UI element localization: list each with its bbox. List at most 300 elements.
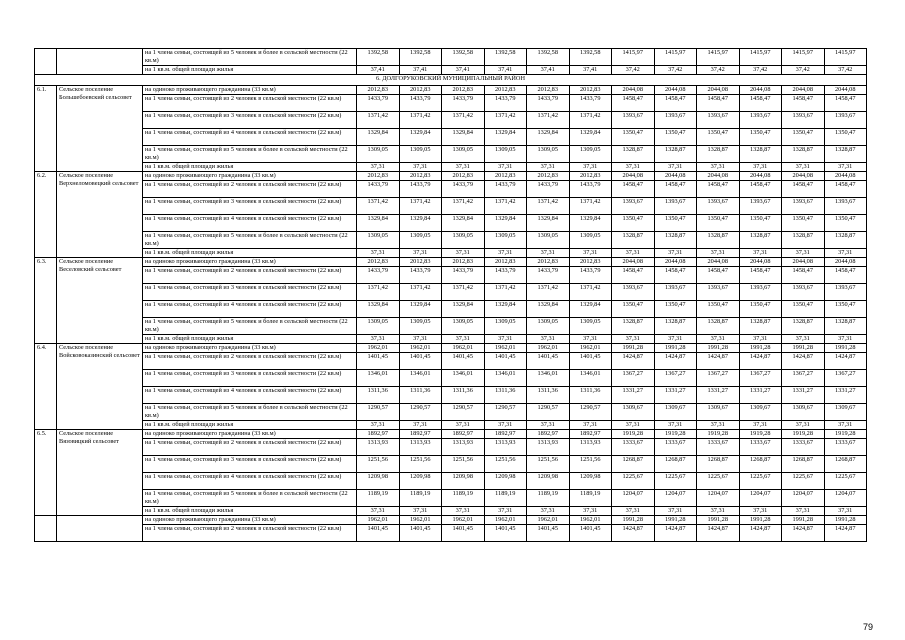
value-cell: 1328,87 [739, 232, 782, 249]
value-cell: 37,31 [612, 421, 655, 430]
value-cell: 1393,67 [654, 198, 697, 215]
indicator-label: на одиноко проживающего гражданина (33 кв.м) [143, 258, 357, 267]
value-cell: 1328,87 [824, 232, 867, 249]
table-row [35, 163, 867, 172]
indicator-label: на 1 члена семьи, состоящей из 2 человек в сельской местности (22 кв.м) [143, 439, 357, 456]
value-cell: 2044,08 [739, 172, 782, 181]
value-cell: 37,31 [782, 335, 825, 344]
value-cell: 37,31 [824, 335, 867, 344]
value-cell: 1433,79 [399, 181, 442, 198]
value-cell: 1309,05 [442, 318, 485, 335]
value-cell: 1313,93 [484, 439, 527, 456]
value-cell: 1313,93 [527, 439, 570, 456]
table-row [35, 507, 867, 516]
value-cell: 1991,28 [654, 516, 697, 525]
value-cell: 37,41 [399, 66, 442, 75]
value-cell: 1309,05 [484, 232, 527, 249]
value-cell: 1415,97 [739, 49, 782, 66]
value-cell: 1268,87 [782, 456, 825, 473]
value-cell: 1309,05 [399, 146, 442, 163]
value-cell: 37,42 [654, 66, 697, 75]
value-cell: 1350,47 [739, 301, 782, 318]
value-cell: 37,31 [569, 335, 612, 344]
value-cell: 1991,28 [824, 344, 867, 353]
value-cell: 37,42 [782, 66, 825, 75]
value-cell: 1328,87 [612, 232, 655, 249]
value-cell: 37,31 [484, 163, 527, 172]
value-cell: 1329,84 [442, 301, 485, 318]
value-cell: 1393,67 [824, 284, 867, 301]
value-cell: 1892,97 [399, 430, 442, 439]
value-cell: 1401,45 [484, 525, 527, 542]
table-row [35, 404, 867, 421]
value-cell: 1209,98 [527, 473, 570, 490]
value-cell: 1393,67 [739, 112, 782, 129]
value-cell: 37,41 [357, 66, 400, 75]
value-cell: 1290,57 [357, 404, 400, 421]
value-cell: 1962,01 [399, 344, 442, 353]
value-cell: 1309,05 [569, 318, 612, 335]
value-cell: 2044,08 [697, 258, 740, 267]
value-cell: 1225,67 [824, 473, 867, 490]
value-cell: 1328,87 [824, 318, 867, 335]
value-cell: 1329,84 [399, 215, 442, 232]
value-cell: 1331,27 [612, 387, 655, 404]
indicator-label: на 1 члена семьи, состоящей из 5 человек и более в сельской местности (22 кв.м) [143, 232, 357, 249]
table-row [35, 387, 867, 404]
value-cell: 37,31 [697, 421, 740, 430]
value-cell: 1268,87 [739, 456, 782, 473]
value-cell: 1225,67 [739, 473, 782, 490]
value-cell: 1392,58 [569, 49, 612, 66]
value-cell: 1919,28 [697, 430, 740, 439]
value-cell: 1328,87 [654, 146, 697, 163]
table-row [35, 198, 867, 215]
table-row [35, 301, 867, 318]
value-cell: 1290,57 [569, 404, 612, 421]
value-cell: 1346,01 [569, 370, 612, 387]
value-cell: 2012,83 [569, 86, 612, 95]
value-cell: 1458,47 [612, 95, 655, 112]
value-cell: 1433,79 [569, 181, 612, 198]
value-cell: 37,42 [824, 66, 867, 75]
value-cell: 37,31 [697, 163, 740, 172]
value-cell: 1424,87 [697, 525, 740, 542]
value-cell: 1189,19 [527, 490, 570, 507]
value-cell: 2044,08 [739, 86, 782, 95]
settlement-index: 6.1. [35, 86, 57, 172]
value-cell: 1892,97 [442, 430, 485, 439]
value-cell: 1331,27 [654, 387, 697, 404]
value-cell: 2012,83 [357, 258, 400, 267]
indicator-label: на одиноко проживающего гражданина (33 кв.м) [143, 430, 357, 439]
value-cell: 1433,79 [442, 95, 485, 112]
value-cell: 37,31 [697, 507, 740, 516]
value-cell: 1424,87 [824, 525, 867, 542]
value-cell: 1329,84 [399, 129, 442, 146]
value-cell: 1919,28 [824, 430, 867, 439]
value-cell: 1371,42 [527, 284, 570, 301]
table-row [35, 516, 867, 525]
value-cell: 37,31 [399, 335, 442, 344]
value-cell: 2012,83 [399, 258, 442, 267]
value-cell: 2044,08 [739, 258, 782, 267]
value-cell: 1433,79 [527, 267, 570, 284]
value-cell: 2012,83 [442, 172, 485, 181]
value-cell: 1393,67 [824, 198, 867, 215]
value-cell: 2012,83 [569, 258, 612, 267]
value-cell: 1350,47 [612, 215, 655, 232]
settlement-name: Сельское поселение Вязовицкий сельсовет [57, 430, 143, 516]
value-cell: 1401,45 [442, 525, 485, 542]
value-cell: 1350,47 [654, 301, 697, 318]
value-cell: 1251,56 [484, 456, 527, 473]
value-cell: 1309,05 [399, 318, 442, 335]
value-cell: 1309,05 [527, 232, 570, 249]
value-cell: 37,41 [569, 66, 612, 75]
value-cell: 1209,98 [484, 473, 527, 490]
value-cell: 1333,67 [782, 439, 825, 456]
value-cell: 1251,56 [527, 456, 570, 473]
value-cell: 1433,79 [442, 181, 485, 198]
table-row [35, 267, 867, 284]
value-cell: 1991,28 [612, 344, 655, 353]
table-row [35, 66, 867, 75]
value-cell: 1209,98 [357, 473, 400, 490]
settlement-index [35, 516, 57, 542]
value-cell: 1458,47 [654, 95, 697, 112]
value-cell: 1328,87 [697, 146, 740, 163]
value-cell: 1371,42 [399, 198, 442, 215]
value-cell: 1309,05 [442, 232, 485, 249]
value-cell: 37,31 [569, 421, 612, 430]
value-cell: 37,31 [782, 421, 825, 430]
value-cell: 1189,19 [569, 490, 612, 507]
value-cell: 1371,42 [569, 284, 612, 301]
value-cell: 37,31 [697, 335, 740, 344]
value-cell: 1251,56 [399, 456, 442, 473]
value-cell: 37,31 [654, 163, 697, 172]
value-cell: 1371,42 [484, 198, 527, 215]
value-cell: 1401,45 [527, 525, 570, 542]
value-cell: 1892,97 [527, 430, 570, 439]
value-cell: 1333,67 [824, 439, 867, 456]
value-cell: 1350,47 [782, 129, 825, 146]
value-cell: 37,31 [612, 249, 655, 258]
value-cell: 1991,28 [697, 344, 740, 353]
table-row [35, 473, 867, 490]
value-cell: 1204,07 [612, 490, 655, 507]
value-cell: 37,31 [569, 507, 612, 516]
value-cell: 1328,87 [782, 146, 825, 163]
value-cell: 1309,67 [654, 404, 697, 421]
value-cell: 1328,87 [654, 318, 697, 335]
value-cell: 1393,67 [782, 198, 825, 215]
value-cell: 1367,27 [612, 370, 655, 387]
value-cell: 37,31 [569, 249, 612, 258]
value-cell: 37,31 [484, 421, 527, 430]
value-cell: 2012,83 [484, 172, 527, 181]
value-cell: 1424,87 [654, 525, 697, 542]
value-cell: 1371,42 [484, 284, 527, 301]
indicator-label: на 1 члена семьи, состоящей из 3 человек в сельской местности (22 кв.м) [143, 198, 357, 215]
table-row [35, 181, 867, 198]
table-row [35, 86, 867, 95]
value-cell: 1189,19 [357, 490, 400, 507]
value-cell: 1350,47 [654, 215, 697, 232]
value-cell: 1892,97 [569, 430, 612, 439]
value-cell: 2044,08 [654, 172, 697, 181]
value-cell: 1401,45 [527, 353, 570, 370]
value-cell: 37,31 [612, 335, 655, 344]
value-cell: 1401,45 [569, 525, 612, 542]
value-cell: 1433,79 [357, 95, 400, 112]
value-cell: 1371,42 [357, 284, 400, 301]
table-row [35, 318, 867, 335]
value-cell: 1458,47 [824, 95, 867, 112]
value-cell: 1458,47 [824, 267, 867, 284]
value-cell: 2044,08 [782, 172, 825, 181]
table-row [35, 370, 867, 387]
table-row [35, 456, 867, 473]
value-cell: 1991,28 [739, 516, 782, 525]
value-cell: 1458,47 [782, 267, 825, 284]
value-cell: 1328,87 [654, 232, 697, 249]
value-cell: 1991,28 [654, 344, 697, 353]
value-cell: 1290,57 [442, 404, 485, 421]
value-cell: 2044,08 [612, 172, 655, 181]
value-cell: 1309,67 [697, 404, 740, 421]
value-cell: 37,31 [527, 507, 570, 516]
value-cell: 1328,87 [697, 318, 740, 335]
value-cell: 1350,47 [739, 129, 782, 146]
value-cell: 1311,36 [442, 387, 485, 404]
indicator-label: на 1 члена семьи, состоящей из 5 человек и более в сельской местности (22 кв.м) [143, 146, 357, 163]
value-cell: 1367,27 [782, 370, 825, 387]
value-cell: 1350,47 [824, 301, 867, 318]
value-cell: 1290,57 [484, 404, 527, 421]
value-cell: 1393,67 [612, 198, 655, 215]
value-cell: 1991,28 [612, 516, 655, 525]
value-cell: 1367,27 [824, 370, 867, 387]
value-cell: 1350,47 [612, 129, 655, 146]
value-cell: 1328,87 [739, 146, 782, 163]
indicator-label: на 1 члена семьи, состоящей из 4 человек в сельской местности (22 кв.м) [143, 129, 357, 146]
value-cell: 37,31 [782, 507, 825, 516]
value-cell: 1433,79 [399, 95, 442, 112]
indicator-label: на 1 члена семьи, состоящей из 3 человек в сельской местности (22 кв.м) [143, 456, 357, 473]
value-cell: 1371,42 [442, 198, 485, 215]
indicator-label: на 1 кв.м. общей площади жилья [143, 335, 357, 344]
value-cell: 1329,84 [569, 129, 612, 146]
value-cell: 1328,87 [739, 318, 782, 335]
value-cell: 1393,67 [654, 112, 697, 129]
value-cell: 1268,87 [654, 456, 697, 473]
value-cell: 37,41 [442, 66, 485, 75]
value-cell: 1962,01 [569, 516, 612, 525]
value-cell: 1433,79 [357, 181, 400, 198]
value-cell: 1328,87 [782, 232, 825, 249]
value-cell: 1393,67 [824, 112, 867, 129]
value-cell: 1209,98 [569, 473, 612, 490]
value-cell: 1458,47 [739, 267, 782, 284]
value-cell: 1401,45 [399, 353, 442, 370]
value-cell: 1393,67 [697, 112, 740, 129]
value-cell: 1962,01 [484, 516, 527, 525]
value-cell: 1458,47 [612, 267, 655, 284]
value-cell: 1350,47 [739, 215, 782, 232]
indicator-label: на 1 кв.м. общей площади жилья [143, 163, 357, 172]
value-cell: 37,31 [399, 163, 442, 172]
value-cell: 1309,67 [824, 404, 867, 421]
value-cell: 1311,36 [569, 387, 612, 404]
value-cell: 1251,56 [569, 456, 612, 473]
value-cell: 2044,08 [612, 86, 655, 95]
value-cell: 1309,67 [612, 404, 655, 421]
value-cell: 37,42 [697, 66, 740, 75]
value-cell: 1892,97 [357, 430, 400, 439]
value-cell: 1350,47 [697, 301, 740, 318]
value-cell: 1309,67 [739, 404, 782, 421]
value-cell: 2044,08 [654, 86, 697, 95]
value-cell: 1328,87 [612, 318, 655, 335]
value-cell: 1329,84 [357, 215, 400, 232]
section-row [35, 75, 867, 86]
value-cell: 37,42 [739, 66, 782, 75]
value-cell: 1962,01 [569, 344, 612, 353]
value-cell: 37,31 [484, 249, 527, 258]
indicator-label: на 1 члена семьи, состоящей из 5 человек и более в сельской местности (22 кв.м) [143, 49, 357, 66]
value-cell: 1225,67 [697, 473, 740, 490]
value-cell: 1333,67 [612, 439, 655, 456]
table-row [35, 335, 867, 344]
value-cell: 1433,79 [484, 267, 527, 284]
value-cell: 1393,67 [612, 112, 655, 129]
value-cell: 1350,47 [824, 215, 867, 232]
value-cell: 1393,67 [782, 284, 825, 301]
value-cell: 1350,47 [782, 301, 825, 318]
value-cell: 37,31 [654, 249, 697, 258]
value-cell: 1311,36 [399, 387, 442, 404]
value-cell: 1209,98 [442, 473, 485, 490]
value-cell: 1309,05 [484, 146, 527, 163]
value-cell: 37,31 [697, 249, 740, 258]
value-cell: 2012,83 [484, 258, 527, 267]
value-cell: 1329,84 [484, 129, 527, 146]
value-cell: 37,31 [782, 249, 825, 258]
value-cell: 2012,83 [569, 172, 612, 181]
value-cell: 37,41 [527, 66, 570, 75]
table-row [35, 232, 867, 249]
value-cell: 1225,67 [654, 473, 697, 490]
value-cell: 2012,83 [527, 258, 570, 267]
value-cell: 37,31 [612, 163, 655, 172]
value-cell: 1458,47 [739, 181, 782, 198]
value-cell: 2012,83 [399, 172, 442, 181]
value-cell: 1346,01 [357, 370, 400, 387]
value-cell: 1209,98 [399, 473, 442, 490]
value-cell: 1367,27 [697, 370, 740, 387]
table-row [35, 112, 867, 129]
value-cell: 1371,42 [484, 112, 527, 129]
settlement-name: Сельское поселение Верхнеломовецкий сельсовет [57, 172, 143, 258]
value-cell: 1309,05 [399, 232, 442, 249]
value-cell: 1371,42 [442, 284, 485, 301]
indicator-label: на 1 члена семьи, состоящей из 4 человек в сельской местности (22 кв.м) [143, 301, 357, 318]
table-row [35, 129, 867, 146]
indicator-label: на 1 члена семьи, состоящей из 5 человек и более в сельской местности (22 кв.м) [143, 404, 357, 421]
value-cell: 1393,67 [697, 198, 740, 215]
value-cell: 1333,67 [697, 439, 740, 456]
settlement-index: 6.4. [35, 344, 57, 430]
value-cell: 37,31 [739, 163, 782, 172]
value-cell: 1424,87 [612, 525, 655, 542]
value-cell: 1329,84 [527, 215, 570, 232]
value-cell: 1371,42 [527, 198, 570, 215]
table-row [35, 439, 867, 456]
settlement-index: 6.5. [35, 430, 57, 516]
value-cell: 1371,42 [569, 112, 612, 129]
value-cell: 1424,87 [739, 353, 782, 370]
value-cell: 37,31 [527, 421, 570, 430]
indicator-label: на 1 кв.м. общей площади жилья [143, 249, 357, 258]
value-cell: 1225,67 [612, 473, 655, 490]
value-cell: 1415,97 [782, 49, 825, 66]
value-cell: 1433,79 [484, 95, 527, 112]
tariff-table [34, 48, 867, 542]
value-cell: 1371,42 [527, 112, 570, 129]
value-cell: 1424,87 [782, 525, 825, 542]
value-cell: 2044,08 [824, 172, 867, 181]
value-cell: 37,31 [824, 163, 867, 172]
value-cell: 1458,47 [782, 181, 825, 198]
value-cell: 1393,67 [739, 198, 782, 215]
value-cell: 2012,83 [484, 86, 527, 95]
settlement-index: 6.2. [35, 172, 57, 258]
value-cell: 37,31 [442, 421, 485, 430]
indicator-label: на 1 члена семьи, состоящей из 5 человек и более в сельской местности (22 кв.м) [143, 318, 357, 335]
value-cell: 37,31 [357, 163, 400, 172]
value-cell: 1962,01 [399, 516, 442, 525]
value-cell: 1892,97 [484, 430, 527, 439]
value-cell: 37,31 [357, 421, 400, 430]
value-cell: 1962,01 [527, 344, 570, 353]
value-cell: 1962,01 [527, 516, 570, 525]
value-cell: 1311,36 [484, 387, 527, 404]
value-cell: 2012,83 [357, 172, 400, 181]
value-cell: 1371,42 [357, 198, 400, 215]
value-cell: 1328,87 [824, 146, 867, 163]
value-cell: 2012,83 [527, 86, 570, 95]
value-cell: 1424,87 [782, 353, 825, 370]
value-cell: 1204,07 [782, 490, 825, 507]
value-cell: 1329,84 [357, 129, 400, 146]
section-title: 6. ДОЛГОРУКОВСКИЙ МУНИЦИПАЛЬНЫЙ РАЙОН [35, 75, 867, 86]
value-cell: 1329,84 [484, 215, 527, 232]
value-cell: 1458,47 [612, 181, 655, 198]
indicator-label: на 1 члена семьи, состоящей из 2 человек в сельской местности (22 кв.м) [143, 525, 357, 542]
value-cell: 1458,47 [654, 267, 697, 284]
value-cell: 37,31 [527, 249, 570, 258]
value-cell: 1393,67 [782, 112, 825, 129]
value-cell: 37,31 [739, 507, 782, 516]
value-cell: 37,31 [442, 335, 485, 344]
value-cell: 1962,01 [442, 344, 485, 353]
value-cell: 37,31 [654, 421, 697, 430]
value-cell: 1458,47 [697, 95, 740, 112]
value-cell: 2012,83 [527, 172, 570, 181]
value-cell: 2044,08 [824, 258, 867, 267]
